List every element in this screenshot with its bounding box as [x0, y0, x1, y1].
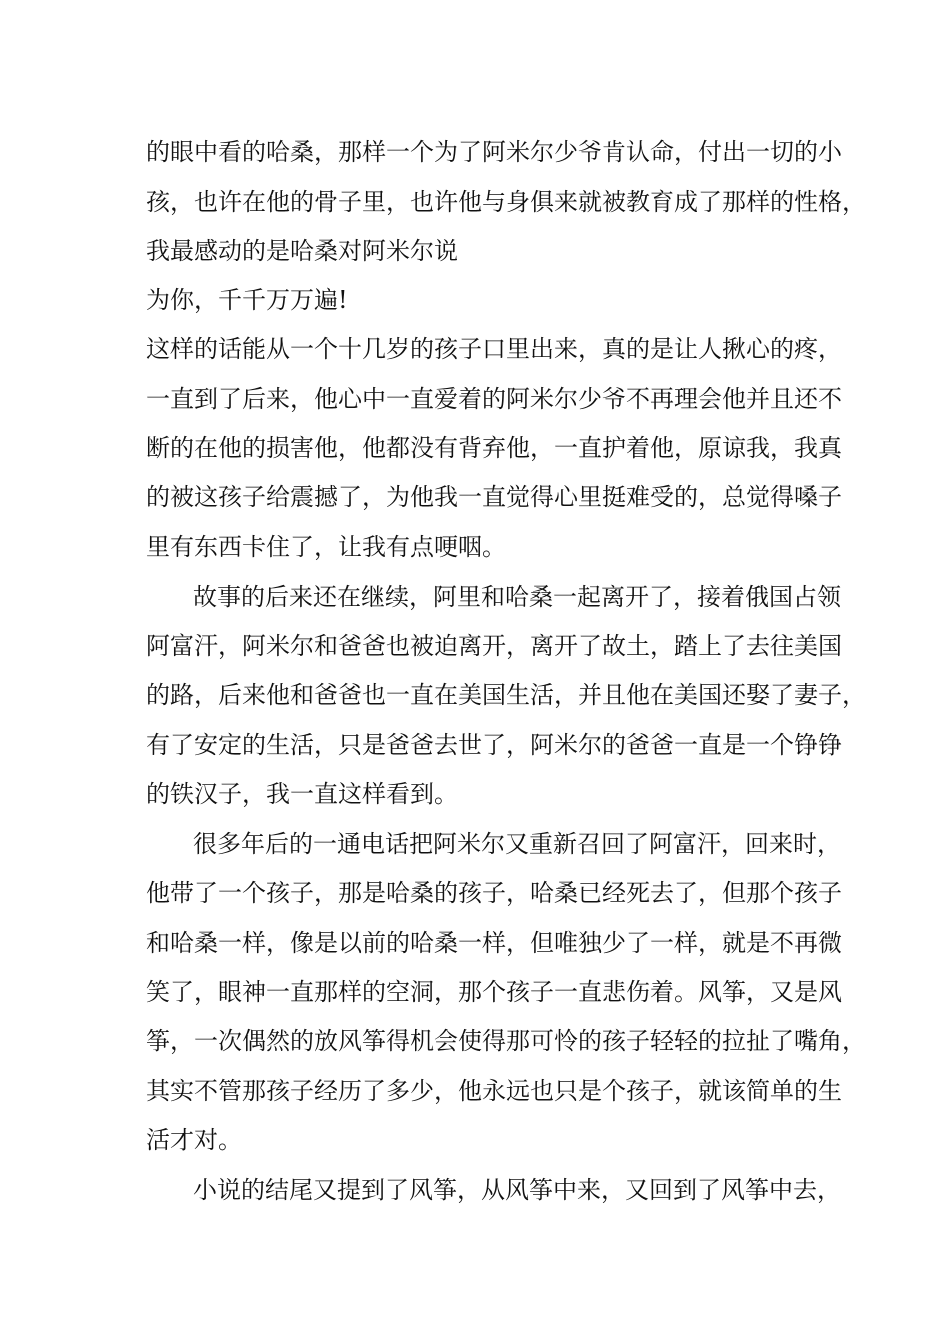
text-line: 里有东西卡住了，让我有点哽咽。 — [146, 533, 506, 561]
text-line: 断的在他的损害他，他都没有背弃他，一直护着他，原谅我，我真 — [146, 434, 842, 462]
text-line: 这样的话能从一个十几岁的孩子口里出来，真的是让人揪心的疼， — [146, 335, 842, 363]
text-line: 的路，后来他和爸爸也一直在美国生活，并且他在美国还娶了妻子， — [146, 681, 866, 709]
text-line: 的铁汉子，我一直这样看到。 — [146, 780, 458, 808]
text-line: 的眼中看的哈桑，那样一个为了阿米尔少爷肯认命，付出一切的小 — [146, 138, 842, 166]
text-line: 小说的结尾又提到了风筝，从风筝中来，又回到了风筝中去， — [193, 1176, 841, 1204]
text-line: 为你，千千万万遍! — [146, 286, 348, 314]
text-line: 孩，也许在他的骨子里，也许他与身俱来就被教育成了那样的性格， — [146, 188, 866, 216]
text-line: 笑了，眼神一直那样的空洞，那个孩子一直悲伤着。风筝，又是风 — [146, 978, 842, 1006]
text-line: 和哈桑一样，像是以前的哈桑一样，但唯独少了一样，就是不再微 — [146, 929, 842, 957]
text-line: 他带了一个孩子，那是哈桑的孩子，哈桑已经死去了，但那个孩子 — [146, 879, 842, 907]
text-line: 筝，一次偶然的放风筝得机会使得那可怜的孩子轻轻的拉扯了嘴角， — [146, 1027, 866, 1055]
text-line: 故事的后来还在继续，阿里和哈桑一起离开了，接着俄国占领 — [193, 583, 841, 611]
text-line: 我最感动的是哈桑对阿米尔说 — [146, 237, 458, 265]
text-line: 一直到了后来，他心中一直爱着的阿米尔少爷不再理会他并且还不 — [146, 385, 842, 413]
text-line: 有了安定的生活，只是爸爸去世了，阿米尔的爸爸一直是一个铮铮 — [146, 731, 842, 759]
text-line: 阿富汗，阿米尔和爸爸也被迫离开，离开了故土，踏上了去往美国 — [146, 632, 842, 660]
text-line: 很多年后的一通电话把阿米尔又重新召回了阿富汗，回来时， — [193, 830, 841, 858]
text-line: 活才对。 — [146, 1126, 242, 1154]
text-line: 的被这孩子给震撼了，为他我一直觉得心里挺难受的，总觉得嗓子 — [146, 483, 842, 511]
text-line: 其实不管那孩子经历了多少，他永远也只是个孩子，就该简单的生 — [146, 1077, 842, 1105]
